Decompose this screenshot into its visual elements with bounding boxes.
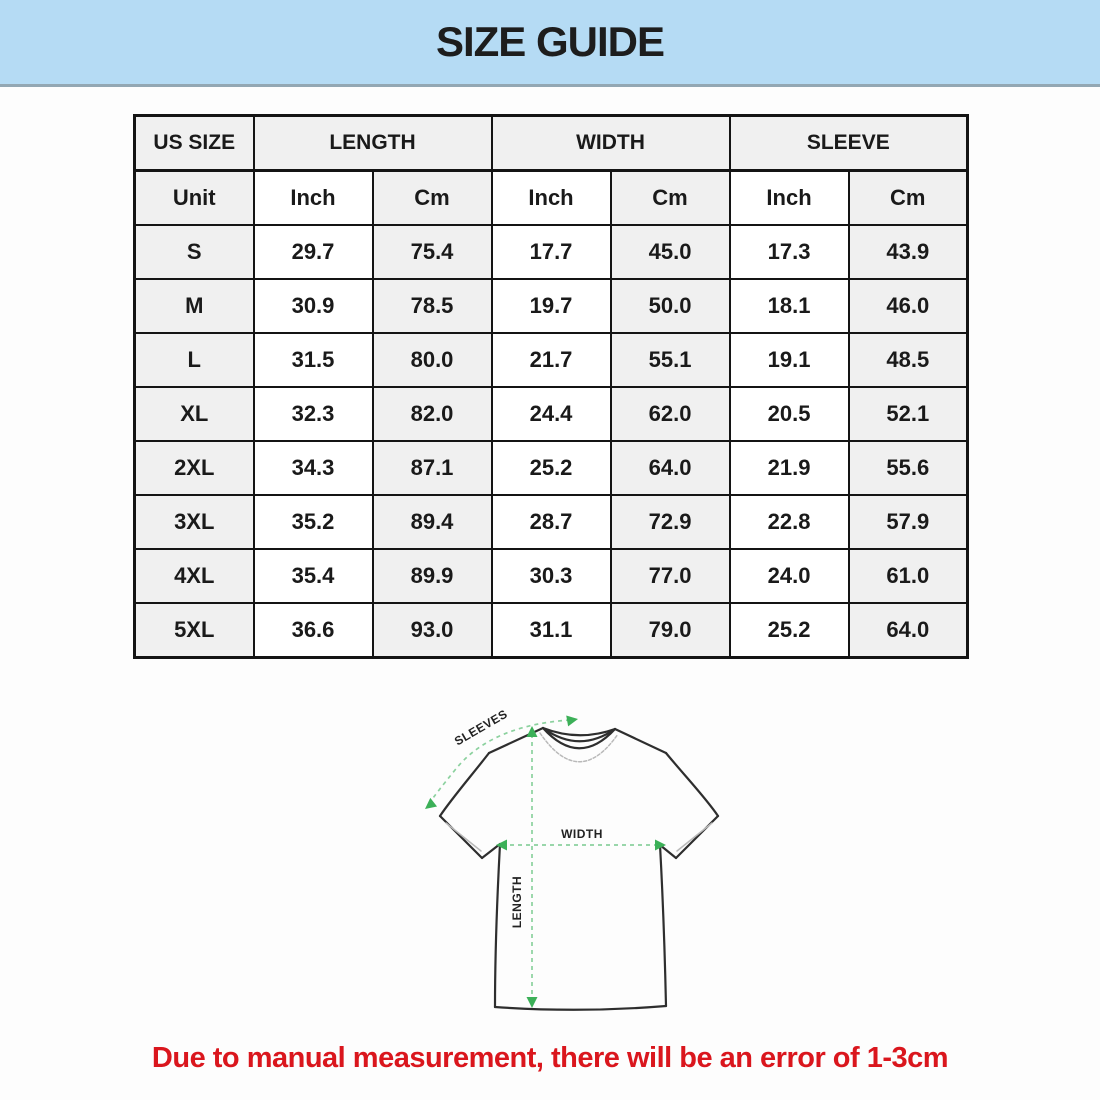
unit-header-row bbox=[135, 171, 968, 226]
table-row bbox=[135, 279, 968, 333]
width-label: WIDTH bbox=[561, 827, 603, 841]
value-cell: 32.3 bbox=[254, 387, 373, 441]
unit-cm-length: Cm bbox=[373, 171, 492, 226]
size-label: 5XL bbox=[135, 603, 254, 658]
size-label: M bbox=[135, 279, 254, 333]
value-cell: 61.0 bbox=[849, 549, 968, 603]
sleeves-arrow-end-icon bbox=[422, 798, 437, 813]
table-row bbox=[135, 387, 968, 441]
value-cell: 24.0 bbox=[730, 549, 849, 603]
value-cell: 62.0 bbox=[611, 387, 730, 441]
value-cell: 80.0 bbox=[373, 333, 492, 387]
tshirt-outline bbox=[440, 728, 718, 1010]
table-row bbox=[135, 495, 968, 549]
unit-cm-width: Cm bbox=[611, 171, 730, 226]
size-chart-table bbox=[133, 114, 969, 659]
sleeves-label: SLEEVES bbox=[452, 706, 510, 749]
unit-inch-width: Inch bbox=[492, 171, 611, 226]
column-header-us-size: US SIZE bbox=[135, 116, 254, 171]
value-cell: 89.4 bbox=[373, 495, 492, 549]
value-cell: 36.6 bbox=[254, 603, 373, 658]
value-cell: 25.2 bbox=[492, 441, 611, 495]
value-cell: 78.5 bbox=[373, 279, 492, 333]
sleeves-arrow-top-icon bbox=[566, 714, 579, 727]
value-cell: 64.0 bbox=[611, 441, 730, 495]
value-cell: 17.7 bbox=[492, 225, 611, 279]
value-cell: 31.5 bbox=[254, 333, 373, 387]
value-cell: 30.9 bbox=[254, 279, 373, 333]
value-cell: 28.7 bbox=[492, 495, 611, 549]
value-cell: 35.2 bbox=[254, 495, 373, 549]
value-cell: 77.0 bbox=[611, 549, 730, 603]
arrowheads bbox=[422, 714, 666, 1008]
value-cell: 31.1 bbox=[492, 603, 611, 658]
tshirt-measurement-diagram bbox=[410, 690, 742, 1025]
value-cell: 21.7 bbox=[492, 333, 611, 387]
value-cell: 17.3 bbox=[730, 225, 849, 279]
value-cell: 30.3 bbox=[492, 549, 611, 603]
group-header-row bbox=[135, 116, 968, 171]
size-label: 4XL bbox=[135, 549, 254, 603]
size-label: S bbox=[135, 225, 254, 279]
size-guide-banner bbox=[0, 0, 1100, 87]
value-cell: 48.5 bbox=[849, 333, 968, 387]
width-arrow-left-icon bbox=[496, 840, 507, 851]
value-cell: 24.4 bbox=[492, 387, 611, 441]
page-title: SIZE GUIDE bbox=[435, 18, 665, 65]
size-label: L bbox=[135, 333, 254, 387]
value-cell: 34.3 bbox=[254, 441, 373, 495]
value-cell: 43.9 bbox=[849, 225, 968, 279]
value-cell: 57.9 bbox=[849, 495, 968, 549]
size-label: XL bbox=[135, 387, 254, 441]
value-cell: 18.1 bbox=[730, 279, 849, 333]
length-arrow-down-icon bbox=[527, 997, 538, 1008]
value-cell: 19.7 bbox=[492, 279, 611, 333]
value-cell: 22.8 bbox=[730, 495, 849, 549]
column-header-length: LENGTH bbox=[254, 116, 492, 171]
value-cell: 35.4 bbox=[254, 549, 373, 603]
value-cell: 82.0 bbox=[373, 387, 492, 441]
value-cell: 64.0 bbox=[849, 603, 968, 658]
column-header-width: WIDTH bbox=[492, 116, 730, 171]
value-cell: 19.1 bbox=[730, 333, 849, 387]
value-cell: 50.0 bbox=[611, 279, 730, 333]
value-cell: 29.7 bbox=[254, 225, 373, 279]
unit-cm-sleeve: Cm bbox=[849, 171, 968, 226]
value-cell: 93.0 bbox=[373, 603, 492, 658]
value-cell: 75.4 bbox=[373, 225, 492, 279]
unit-inch-length: Inch bbox=[254, 171, 373, 226]
unit-header-cell: Unit bbox=[135, 171, 254, 226]
value-cell: 46.0 bbox=[849, 279, 968, 333]
table-row bbox=[135, 225, 968, 279]
table-row bbox=[135, 441, 968, 495]
table-row bbox=[135, 333, 968, 387]
column-header-sleeve: SLEEVE bbox=[730, 116, 968, 171]
measurement-disclaimer: Due to manual measurement, there will be an error of 1-3cm bbox=[151, 1042, 949, 1074]
value-cell: 79.0 bbox=[611, 603, 730, 658]
value-cell: 55.1 bbox=[611, 333, 730, 387]
size-label: 3XL bbox=[135, 495, 254, 549]
table-row bbox=[135, 549, 968, 603]
value-cell: 72.9 bbox=[611, 495, 730, 549]
value-cell: 20.5 bbox=[730, 387, 849, 441]
table-row bbox=[135, 603, 968, 658]
unit-inch-sleeve: Inch bbox=[730, 171, 849, 226]
value-cell: 25.2 bbox=[730, 603, 849, 658]
measurement-lines bbox=[429, 720, 660, 1002]
value-cell: 21.9 bbox=[730, 441, 849, 495]
value-cell: 89.9 bbox=[373, 549, 492, 603]
value-cell: 55.6 bbox=[849, 441, 968, 495]
value-cell: 45.0 bbox=[611, 225, 730, 279]
value-cell: 87.1 bbox=[373, 441, 492, 495]
length-label: LENGTH bbox=[510, 875, 524, 929]
value-cell: 52.1 bbox=[849, 387, 968, 441]
size-label: 2XL bbox=[135, 441, 254, 495]
